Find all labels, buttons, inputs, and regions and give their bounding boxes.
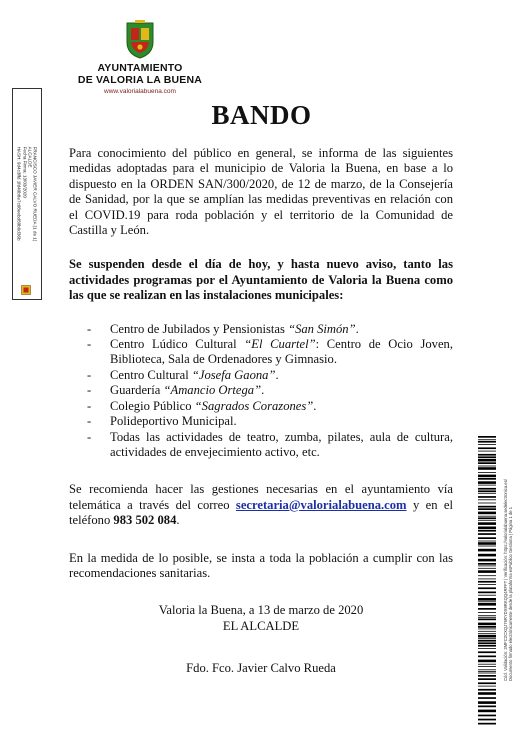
item-name: “Josefa Gaona” (191, 367, 276, 382)
list-item (87, 430, 453, 461)
phone-number: 983 502 084 (113, 513, 177, 528)
recommendation-text-mid: y en el teléfono (69, 497, 453, 528)
item-text: Polideportivo Municipal. (110, 414, 237, 429)
stamp-line: HASH: 9d4c3ffd 1fd40b8e7c08eebd89b0d36b (16, 146, 22, 241)
item-text: Guardería (110, 383, 164, 398)
list-dash: - (87, 367, 92, 382)
item-name: “Amancio Ortega” (163, 383, 262, 398)
item-name: “San Simón” (288, 321, 356, 336)
intro-paragraph: Para conocimiento del público en general, se informa de las siguientes medidas adoptadas para el municipio de Valoria la Buena, en base a lo dispuesto en la ORDEN SAN/300/2020, de 12 de marzo, de la Consejería de Sanidad, por la que se amplían las medidas preventivas en relación con el COVID.19 para roda población y el territorio de la Comunidad de Castilla y León. (69, 146, 453, 238)
document-body (69, 146, 453, 677)
suspension-paragraph: Se suspenden desde el día de hoy, y hasta nuevo aviso, tanto las actividades programas por el Ayuntamiento de Valoria la Buena como las que se realizan en las instalaciones municipales: (69, 257, 453, 303)
list-dash: - (87, 337, 92, 352)
letterhead (60, 20, 220, 95)
list-item (87, 368, 453, 383)
item-text: Colegio Público (110, 398, 195, 413)
item-name: “Sagrados Corazones” (194, 398, 314, 413)
verification-text (503, 479, 513, 681)
list-item (87, 337, 453, 368)
verification-strip (478, 434, 518, 726)
item-suffix: : Centro de Ocio Joven, Biblioteca, Sala de Ordenadores y Gimnasio. (110, 337, 453, 367)
list-item (87, 399, 453, 414)
item-suffix: . (355, 321, 359, 336)
municipality-name-line2: DE VALORIA LA BUENA (77, 74, 203, 86)
recommendation-paragraph (69, 482, 453, 528)
stamp-line: ALCALDE (27, 146, 33, 168)
website-text: www.valorialabuena.com (104, 88, 176, 95)
signature-line: Fdo. Fco. Javier Calvo Rueda (186, 661, 336, 676)
municipality-name-line1: AYUNTAMIENTO (97, 62, 183, 74)
list-item (87, 322, 453, 337)
recommendation-text: Se recomienda hacer las gestiones necesarias en el ayuntamiento vía telemática a través del correo (69, 482, 453, 512)
coat-of-arms-icon (123, 20, 157, 60)
page-title: BANDO (211, 100, 312, 130)
item-suffix: . (313, 398, 317, 413)
verification-line: Documento firmado electrónicamente desde la plataforma esPublico Gestiona | Página 1 de 1 (508, 506, 513, 681)
facilities-list (69, 322, 453, 461)
item-text: Centro Lúdico Cultural (110, 337, 245, 352)
stamp-line: Fecha Firma: 13/03/2020 (22, 146, 27, 198)
signer-role: EL ALCALDE (222, 618, 300, 633)
signature-stamp-text (17, 147, 38, 242)
insist-paragraph: En la medida de lo posible, se insta a toda la población a cumplir con las recomendaciones sanitarias. (69, 550, 453, 580)
list-dash: - (87, 321, 92, 336)
item-text: Centro de Jubilados y Pensionistas (110, 321, 289, 336)
item-text: Todas las actividades de teatro, zumba, pilates, aula de cultura, actividades de envejecimiento activo, etc. (110, 429, 453, 459)
stamp-line: FRANCISCO JAVIER CALVO RUEDA (1 de 1) (32, 146, 38, 242)
list-dash: - (87, 398, 92, 413)
recommendation-text-end: . (176, 513, 180, 528)
item-text: Centro Cultural (110, 367, 192, 382)
item-name: “El Cuartel” (244, 337, 316, 352)
list-dash: - (87, 414, 92, 429)
email-link[interactable]: secretaria@valorialabuena.com (235, 497, 407, 512)
verification-line: Cód. Validación: 3MFC2CXQJ76RYDX9RKQQ4RFFT | Verificación: https://valorialabuena.sedelectronica.es/ (503, 479, 508, 681)
mini-crest-icon (21, 285, 31, 295)
item-suffix: . (261, 383, 265, 398)
list-dash: - (87, 383, 92, 398)
list-dash: - (87, 429, 92, 444)
barcode-icon (478, 434, 496, 726)
place-date: Valoria la Buena, a 13 de marzo de 2020 (158, 603, 364, 618)
item-suffix: . (275, 367, 279, 382)
list-item (87, 414, 453, 429)
list-item (87, 383, 453, 398)
